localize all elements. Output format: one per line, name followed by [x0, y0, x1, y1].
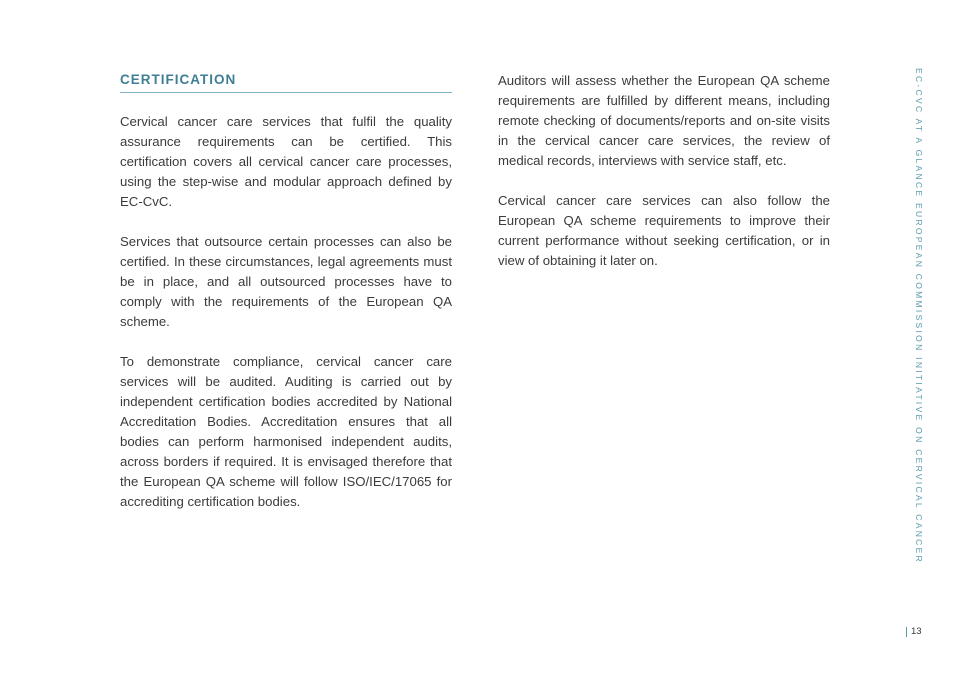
section-title: CERTIFICATION	[120, 71, 452, 93]
side-banner: EC-CVC AT A GLANCE EUROPEAN COMMISSION INITIATIVE ON CERVICAL CANCER	[914, 68, 924, 564]
paragraph-outsourcing: Services that outsource certain processes can also be certified. In these circumstances, legal agreements must be in place, and all outsourced processes have to comply with the requirements of the European QA scheme.	[120, 234, 452, 329]
left-column	[120, 71, 452, 532]
paragraph-auditors: Auditors will assess whether the European QA scheme requirements are fulfilled by different means, including remote checking of documents/reports and on-site visits in the cervical cancer care services, the review of medical records, interviews with service staff, etc.	[498, 73, 830, 168]
page-number-value: 13	[911, 626, 922, 637]
paragraph-auditing: To demonstrate compliance, cervical cancer care services will be audited. Auditing is carried out by independent certification bodies accredited by National Accreditation Bodies. Accreditation ensures that all bodies can perform harmonised independent audits, across borders if required. It is envisaged therefore that the European QA scheme will follow ISO/IEC/17065 for accrediting certification bodies.	[120, 354, 452, 509]
page-number-divider	[906, 627, 907, 637]
paragraph-improvement: Cervical cancer care services can also follow the European QA scheme requirements to improve their current performance without seeking certification, or in view of obtaining it later on.	[498, 193, 830, 268]
right-column	[498, 71, 830, 291]
paragraph-certification-intro: Cervical cancer care services that fulfil the quality assurance requirements can be certified. This certification covers all cervical cancer care processes, using the step-wise and modular approach defined by EC-CvC.	[120, 114, 452, 209]
page-number	[906, 626, 922, 637]
